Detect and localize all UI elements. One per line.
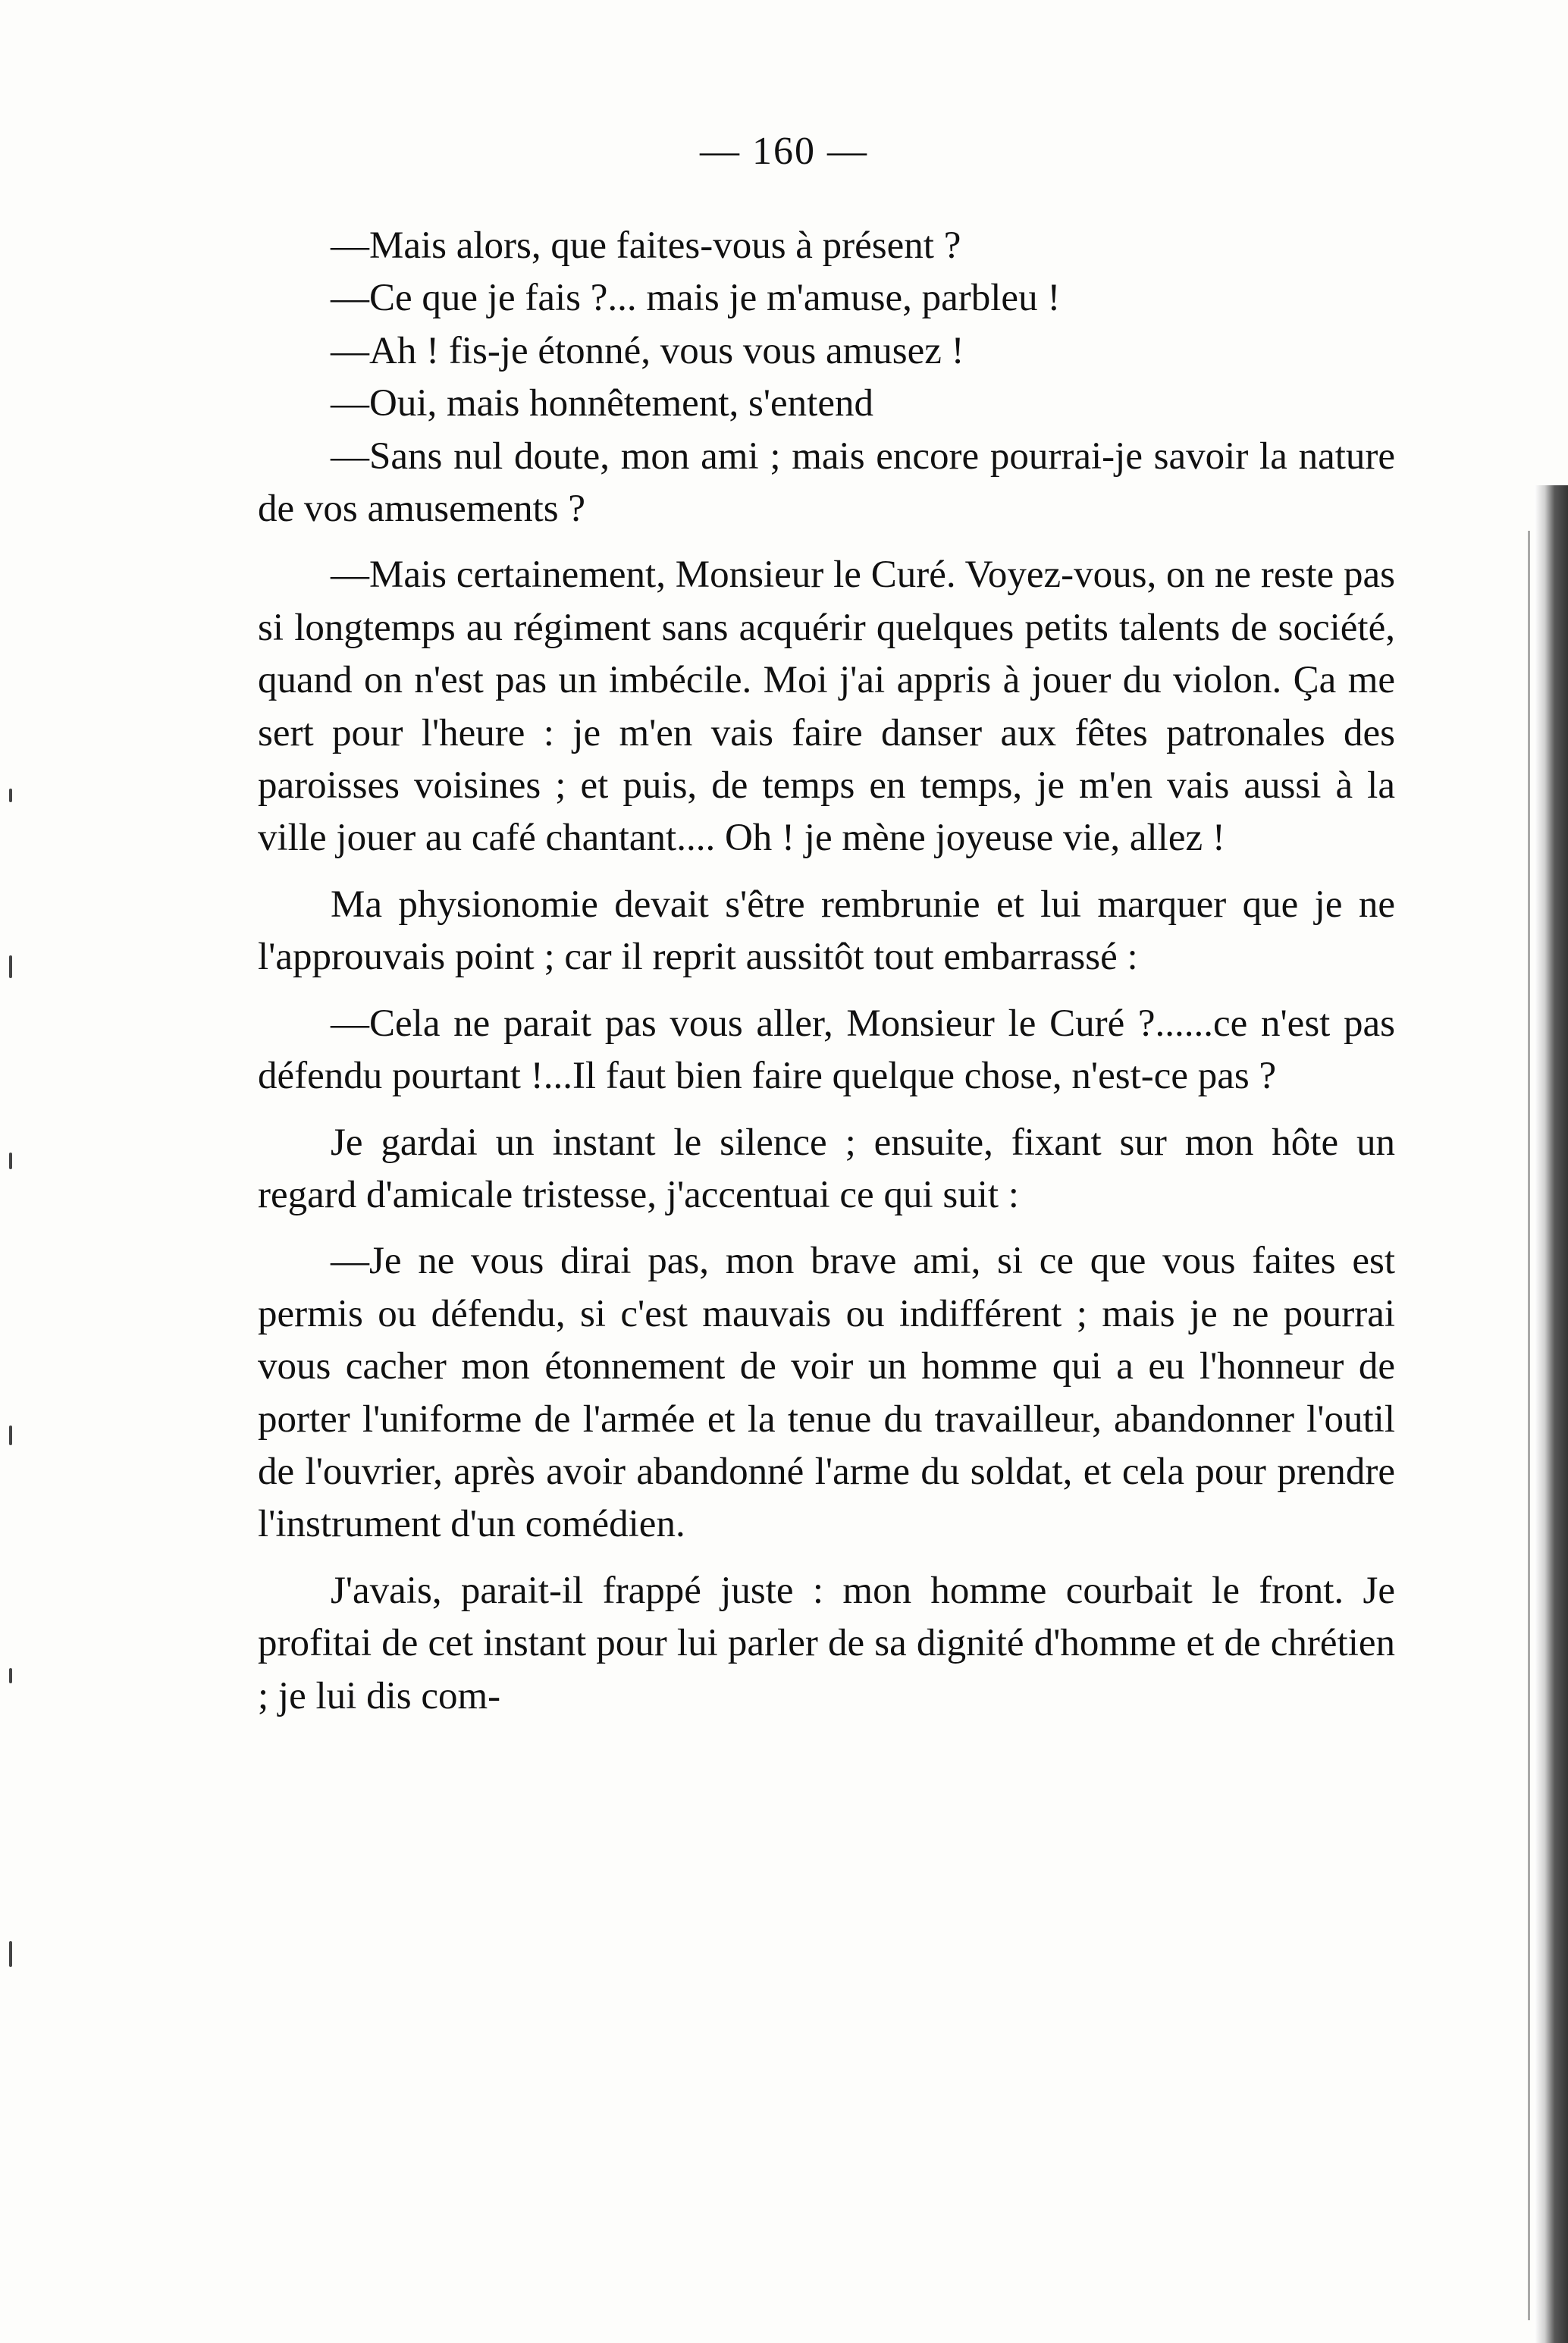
speck <box>9 1668 12 1683</box>
paragraph-2: —Ce que je fais ?... mais je m'amuse, parbleu ! <box>331 277 1061 320</box>
margin-specks <box>9 758 15 2275</box>
speck <box>9 955 12 978</box>
page-edge-line <box>1528 531 1530 2320</box>
paragraph-6: —Mais certainement, Monsieur le Curé. Voyez-vous, on ne reste pas si longtemps au régiment sans acquérir quelques petits talents de société, quand on n'est pas un imbécile. Moi j'ai appris à jouer du violon. Ça me sert pour l'heure : je m'en vais faire danser aux fêtes patronales des paroisses voisines ; et puis, de temps en temps, je m'en vais aussi à la ville jouer au café chantant.... Oh ! je mène joyeuse vie, allez ! <box>258 554 1395 860</box>
paragraph-4: —Oui, mais honnêtement, s'entend <box>331 382 873 425</box>
speck <box>9 1941 12 1967</box>
text-body <box>258 220 1395 1723</box>
paragraph-5: —Sans nul doute, mon ami ; mais encore pourrai-je savoir la nature de vos amusements ? <box>258 434 1395 531</box>
paragraph-7: Ma physionomie devait s'être rembrunie et lui marquer que je ne l'approuvais point ; car il reprit aussitôt tout embarrassé : <box>258 883 1395 979</box>
paragraph-9: Je gardai un instant le silence ; ensuite, fixant sur mon hôte un regard d'amicale tristesse, j'accentuai ce qui suit : <box>258 1121 1395 1216</box>
paragraph-8: —Cela ne parait pas vous aller, Monsieur le Curé ?......ce n'est pas défendu pourtant !...Il faut bien faire quelque chose, n'est-ce pas ? <box>258 1002 1395 1098</box>
speck <box>9 1153 12 1169</box>
paragraph-1: —Mais alors, que faites-vous à présent ? <box>331 224 961 267</box>
paragraph-3: —Ah ! fis-je étonné, vous vous amusez ! <box>331 329 964 372</box>
book-edge-shadow <box>1535 485 1568 2343</box>
speck <box>9 1426 12 1445</box>
paragraph-10: —Je ne vous dirai pas, mon brave ami, si ce que vous faites est permis ou défendu, si c'est mauvais ou indifférent ; mais je ne pourrai vous cacher mon étonnement de voir un homme qui a eu l'honneur de porter l'uniforme de l'armée et la tenue du travailleur, abandonner l'outil de l'ouvrier, après avoir abandonné l'arme du soldat, et cela pour prendre l'instrument d'un comédien. <box>258 1240 1395 1546</box>
speck <box>9 789 12 802</box>
page-number: — 160 — <box>700 130 868 173</box>
paragraph-11: J'avais, parait-il frappé juste : mon homme courbait le front. Je profitai de cet instant pour lui parler de sa dignité d'homme et de chrétien ; je lui dis com- <box>258 1569 1395 1717</box>
